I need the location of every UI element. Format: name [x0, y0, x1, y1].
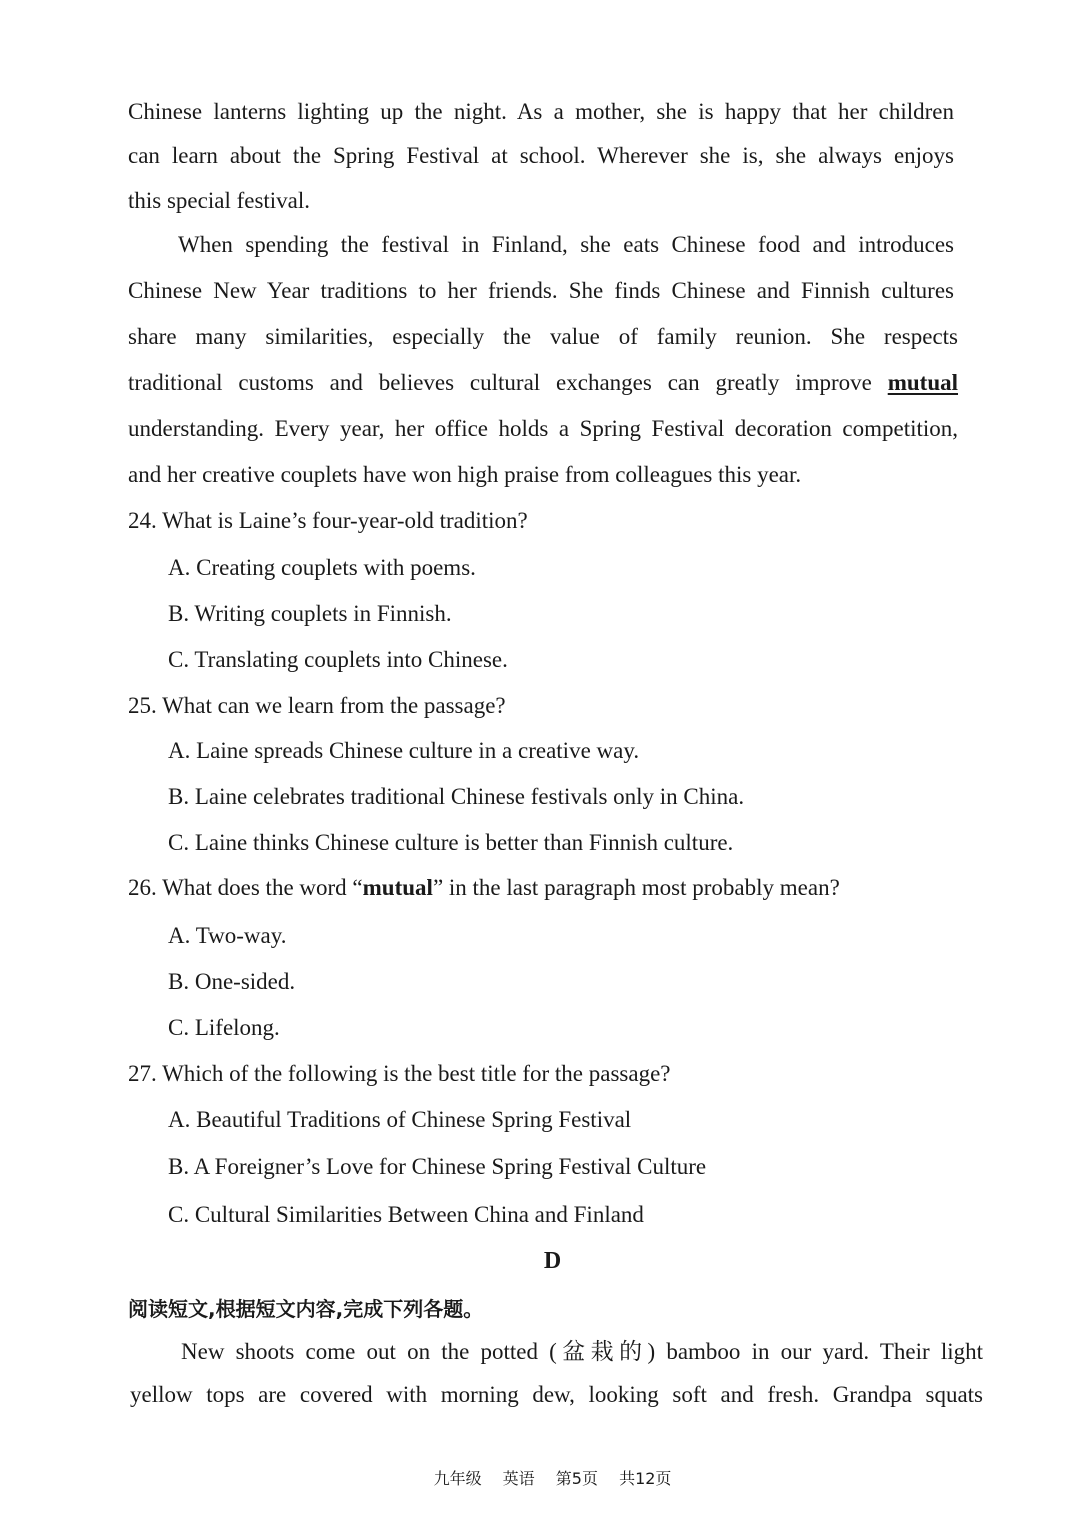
- footer-grade: 九年级: [433, 1469, 482, 1488]
- passage-line: and her creative couplets have won high praise from colleagues this year.: [128, 462, 802, 487]
- question-26-stem: [128, 873, 840, 903]
- passage-line: Chinese New Year traditions to her friends. She finds Chinese and Finnish cultures: [128, 278, 954, 303]
- passage-line: Chinese lanterns lighting up the night. As a mother, she is happy that her children: [128, 99, 954, 124]
- question-27-option-c: C. Cultural Similarities Between China and Finland: [168, 1202, 644, 1227]
- question-26-option-b: B. One-sided.: [168, 969, 296, 994]
- question-27-stem: 27. Which of the following is the best title for the passage?: [128, 1061, 671, 1086]
- question-27-option-b: B. A Foreigner’s Love for Chinese Spring Festival Culture: [168, 1154, 707, 1179]
- question-25-option-c: C. Laine thinks Chinese culture is better than Finnish culture.: [168, 830, 734, 855]
- question-24-option-b: B. Writing couplets in Finnish.: [168, 601, 452, 626]
- question-24-option-c: C. Translating couplets into Chinese.: [168, 647, 508, 672]
- question-25-stem: 25. What can we learn from the passage?: [128, 693, 506, 718]
- passage-text: traditional customs and believes cultural exchanges can greatly improve: [128, 370, 872, 395]
- keyword-mutual-quoted: mutual: [362, 875, 433, 900]
- passage-d-line: yellow tops are covered with morning dew, looking soft and fresh. Grandpa squats: [130, 1382, 983, 1407]
- passage-line: can learn about the Spring Festival at school. Wherever she is, she always enjoys: [128, 143, 954, 168]
- question-24-option-a: A. Creating couplets with poems.: [168, 555, 476, 580]
- footer-subject: 英语: [502, 1469, 535, 1488]
- question-24-stem: 24. What is Laine’s four-year-old tradition?: [128, 508, 528, 533]
- question-25-option-a: A. Laine spreads Chinese culture in a creative way.: [168, 738, 640, 763]
- footer-page-total: 共12页: [619, 1469, 672, 1488]
- question-26-option-c: C. Lifelong.: [168, 1015, 280, 1040]
- footer-page-number: 第5页: [555, 1469, 598, 1488]
- section-d-instruction: 阅读短文,根据短文内容,完成下列各题。: [128, 1297, 484, 1321]
- page-footer: [0, 1466, 1080, 1489]
- question-25-option-b: B. Laine celebrates traditional Chinese festivals only in China.: [168, 784, 745, 809]
- passage-line: share many similarities, especially the value of family reunion. She respects: [128, 324, 958, 349]
- question-26-option-a: A. Two-way.: [168, 923, 287, 948]
- question-26-stem-post: ” in the last paragraph most probably mean?: [432, 875, 840, 900]
- question-27-option-a: A. Beautiful Traditions of Chinese Spring Festival: [168, 1107, 632, 1132]
- passage-d-line: New shoots come out on the potted (盆栽的) bamboo in our yard. Their light: [181, 1339, 983, 1364]
- passage-line: understanding. Every year, her office holds a Spring Festival decoration competition,: [128, 416, 958, 441]
- keyword-mutual: mutual: [887, 370, 959, 395]
- question-26-stem-pre: 26. What does the word “: [128, 875, 363, 900]
- passage-line: this special festival.: [128, 188, 311, 213]
- section-heading-d: D: [543, 1248, 562, 1274]
- passage-line-with-keyword: [128, 368, 958, 398]
- passage-line: When spending the festival in Finland, she eats Chinese food and introduces: [178, 232, 954, 257]
